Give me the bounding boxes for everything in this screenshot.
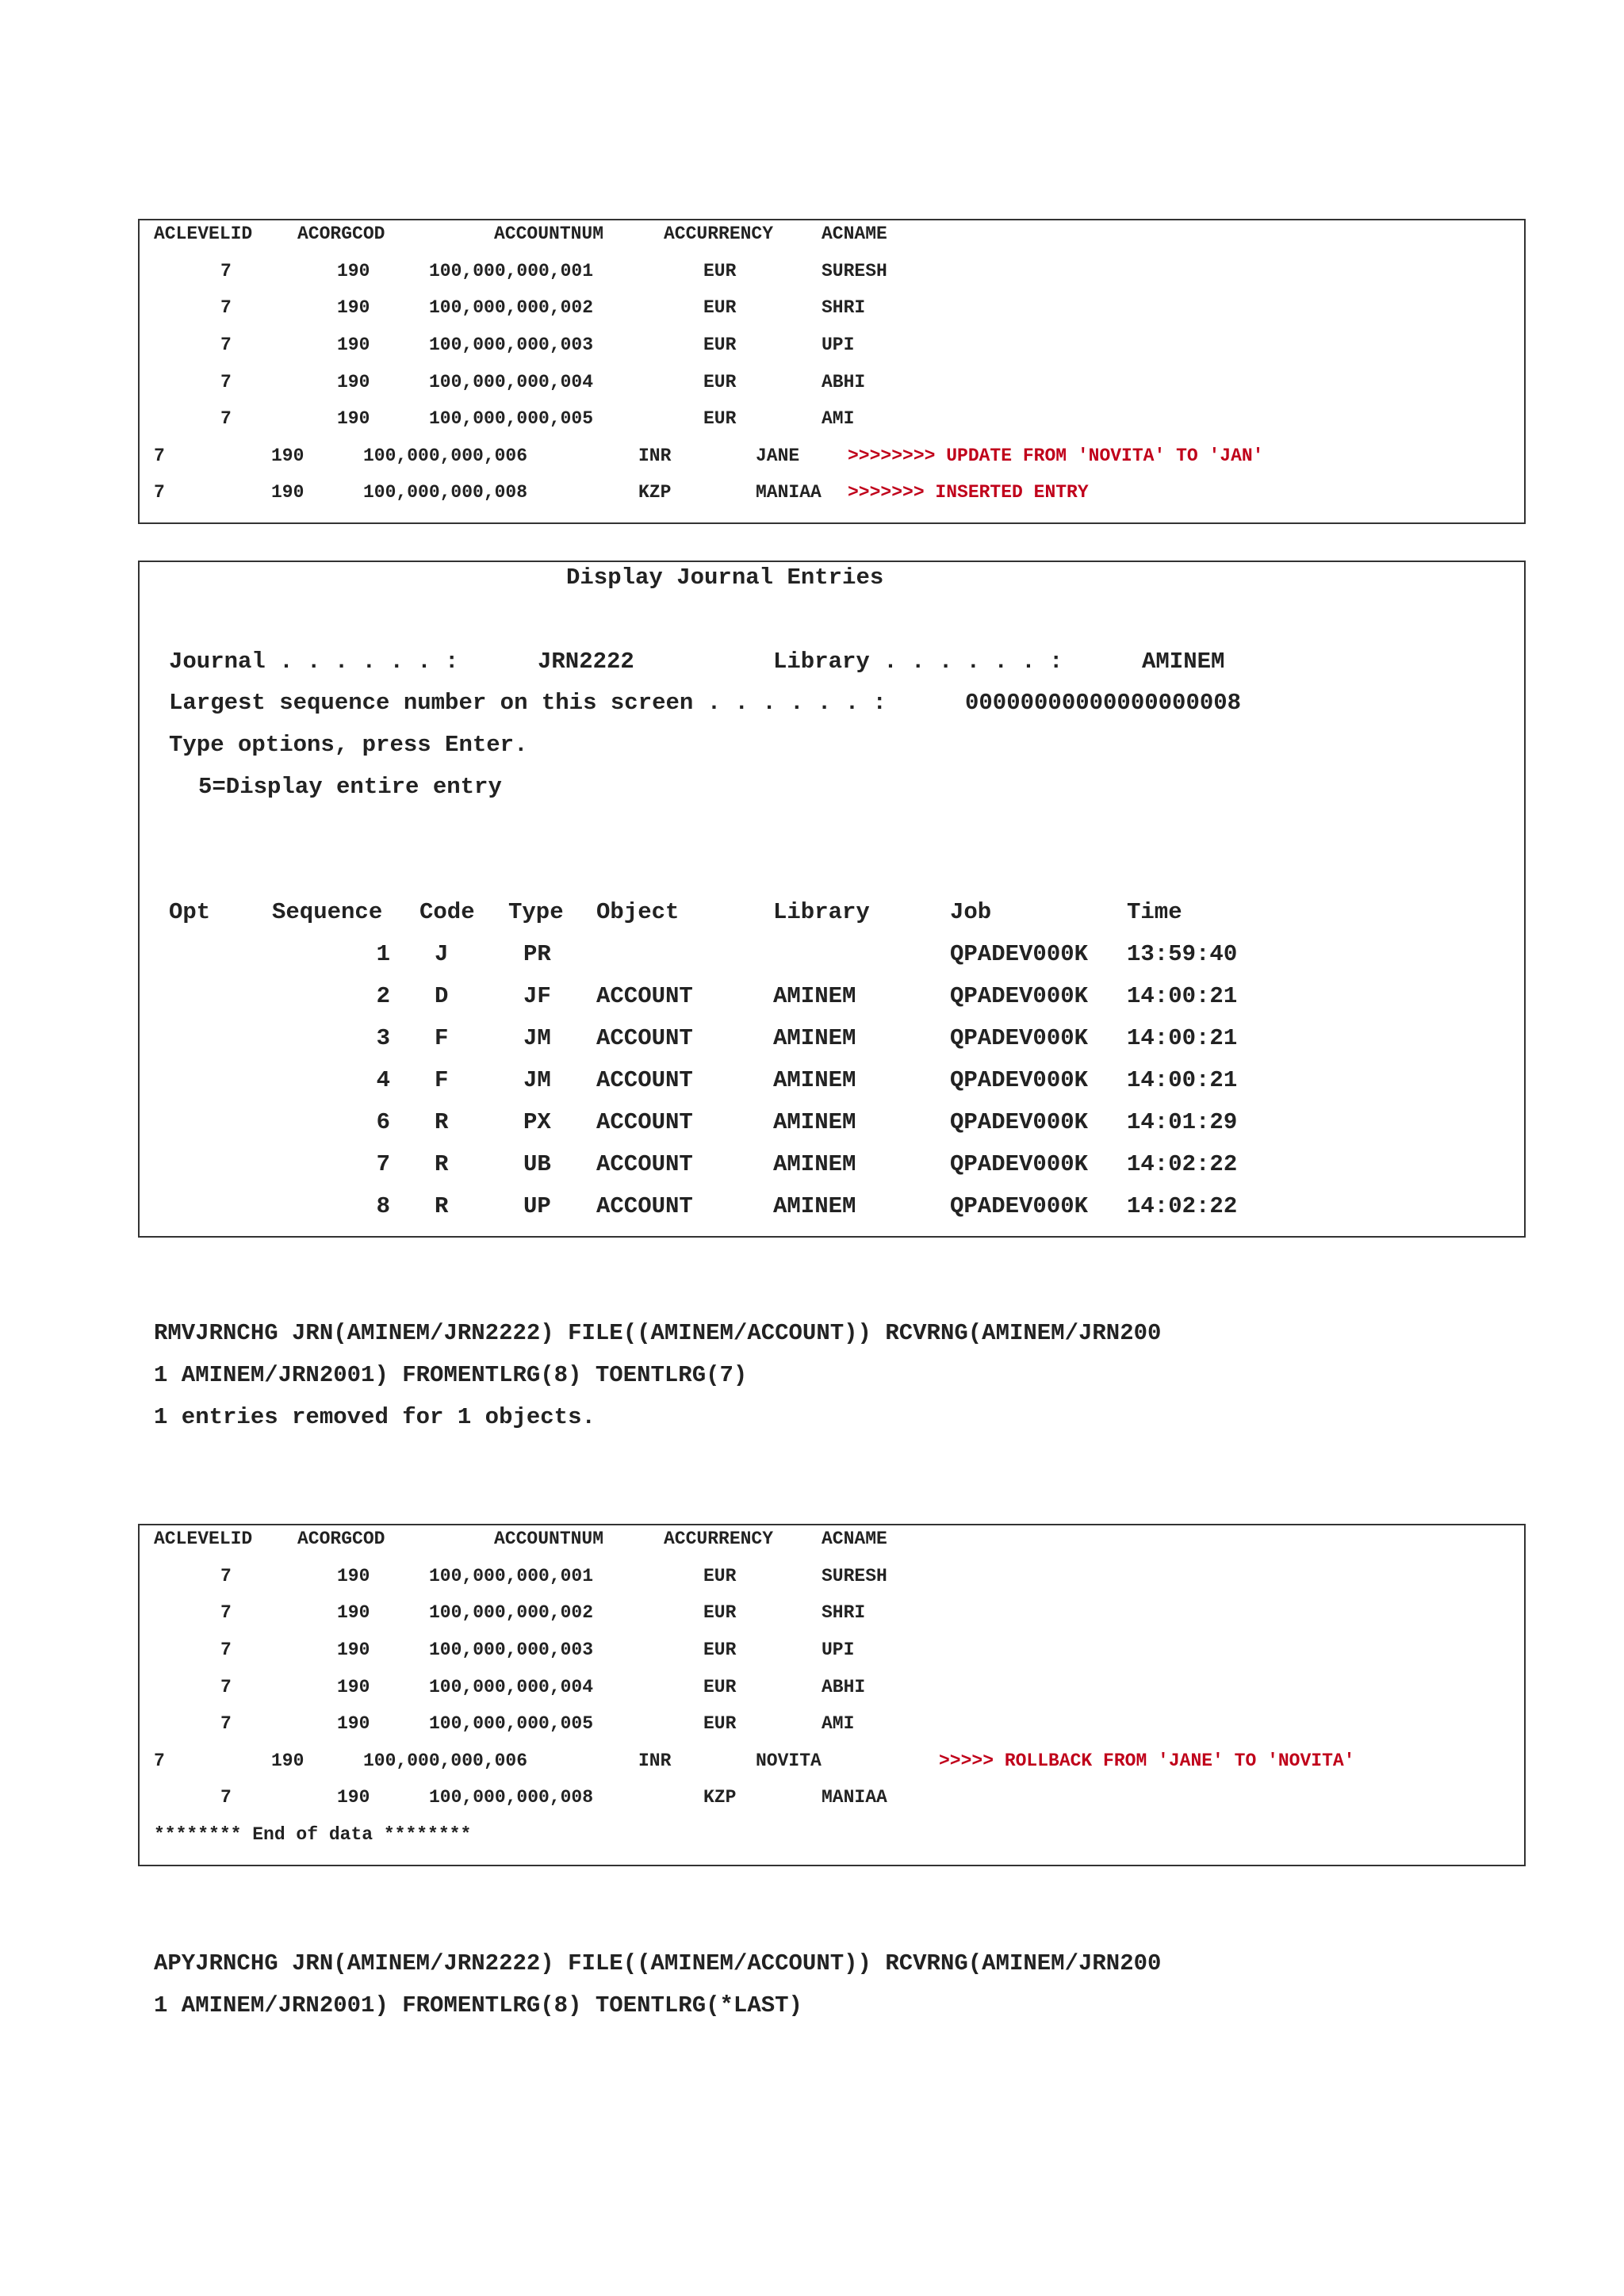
entry-time: 14:02:22 [1127, 1151, 1238, 1177]
cell-level: 7 [220, 1713, 232, 1734]
entry-sequence: 1 [376, 941, 390, 967]
library-label: Library . . . . . . : [773, 649, 1063, 675]
entry-object: ACCOUNT [596, 1025, 693, 1051]
opt-field[interactable] [169, 1027, 201, 1050]
journal-value: JRN2222 [538, 649, 634, 675]
entry-library: AMINEM [773, 1151, 856, 1177]
col-header-acorgcod: ACORGCOD [297, 1529, 385, 1549]
cell-name: AMI [822, 408, 855, 429]
cell-curr: EUR [703, 408, 737, 429]
entry-job: QPADEV000K [950, 983, 1089, 1009]
apy-command-line-1: APYJRNCHG JRN(AMINEM/JRN2222) FILE((AMINEM/ACCOUNT)) RCVRNG(AMINEM/JRN200 [154, 1950, 1162, 1976]
entry-object: ACCOUNT [596, 1109, 693, 1135]
entry-sequence: 2 [376, 983, 390, 1009]
cell-level: 7 [220, 297, 232, 318]
cell-acct: 100,000,000,006 [363, 1751, 528, 1771]
col-header-type: Type [508, 899, 564, 925]
entry-code: D [435, 983, 449, 1009]
cell-curr: EUR [703, 335, 737, 355]
cell-org: 190 [337, 297, 370, 318]
library-value: AMINEM [1142, 649, 1225, 675]
entry-sequence: 3 [376, 1025, 390, 1051]
entry-code: J [435, 941, 449, 967]
cell-org: 190 [271, 1751, 304, 1771]
opt-field[interactable] [169, 985, 201, 1008]
cell-acct: 100,000,000,003 [429, 335, 594, 355]
cell-org: 190 [337, 261, 370, 281]
opt-field[interactable] [169, 1069, 201, 1093]
cell-level: 7 [220, 1602, 232, 1623]
entry-library: AMINEM [773, 1109, 856, 1135]
entry-library: AMINEM [773, 1193, 856, 1219]
cell-org: 190 [337, 1713, 370, 1734]
annotation-rollback: >>>>> ROLLBACK FROM 'JANE' TO 'NOVITA' [939, 1751, 1355, 1771]
entry-sequence: 8 [376, 1193, 390, 1219]
cell-curr: EUR [703, 1677, 737, 1697]
cell-acct: 100,000,000,003 [429, 1640, 594, 1660]
opt-field[interactable] [169, 1195, 201, 1219]
cell-level: 7 [220, 1640, 232, 1660]
entry-time: 13:59:40 [1127, 941, 1238, 967]
entry-code: F [435, 1025, 449, 1051]
cell-acct: 100,000,000,004 [429, 372, 594, 392]
entry-time: 14:01:29 [1127, 1109, 1238, 1135]
entry-job: QPADEV000K [950, 1151, 1089, 1177]
apy-command-line-2: 1 AMINEM/JRN2001) FROMENTLRG(8) TOENTLRG(*LAST) [154, 1992, 802, 2019]
opt-field[interactable] [169, 1111, 201, 1135]
cell-acct: 100,000,000,008 [429, 1787, 594, 1808]
entry-job: QPADEV000K [950, 1109, 1089, 1135]
col-header-accurrency: ACCURRENCY [664, 1529, 774, 1549]
cell-level: 7 [220, 335, 232, 355]
rmv-command-line-2: 1 AMINEM/JRN2001) FROMENTLRG(8) TOENTLRG(7) [154, 1362, 748, 1388]
journal-label: Journal . . . . . . : [169, 649, 459, 675]
annotation-inserted: >>>>>>> INSERTED ENTRY [848, 482, 1089, 503]
cell-acct: 100,000,000,001 [429, 261, 594, 281]
entry-code: R [435, 1109, 449, 1135]
option-5-text: 5=Display entire entry [198, 774, 502, 800]
cell-level: 7 [220, 1787, 232, 1808]
entry-object: ACCOUNT [596, 1067, 693, 1093]
cell-curr: KZP [638, 482, 672, 503]
cell-curr: INR [638, 1751, 672, 1771]
entry-sequence: 7 [376, 1151, 390, 1177]
rmv-result-message: 1 entries removed for 1 objects. [154, 1404, 596, 1430]
cell-name: MANIAA [822, 1787, 887, 1808]
cell-level: 7 [220, 408, 232, 429]
entry-time: 14:00:21 [1127, 1025, 1238, 1051]
col-header-time: Time [1127, 899, 1182, 925]
col-header-aclevelid: ACLEVELID [154, 1529, 253, 1549]
cell-name: SHRI [822, 297, 866, 318]
col-header-acname: ACNAME [822, 1529, 887, 1549]
col-header-sequence: Sequence [272, 899, 383, 925]
col-header-library: Library [773, 899, 870, 925]
col-header-accountnum: ACCOUNTNUM [494, 224, 604, 244]
cell-curr: EUR [703, 1640, 737, 1660]
cell-level: 7 [154, 446, 165, 466]
entry-time: 14:00:21 [1127, 1067, 1238, 1093]
cell-level: 7 [154, 482, 165, 503]
entry-code: F [435, 1067, 449, 1093]
cell-name: SURESH [822, 261, 887, 281]
entry-job: QPADEV000K [950, 1193, 1089, 1219]
cell-level: 7 [220, 1566, 232, 1586]
entry-type: PR [523, 941, 551, 967]
annotation-update: >>>>>>>> UPDATE FROM 'NOVITA' TO 'JAN' [848, 446, 1264, 466]
cell-curr: KZP [703, 1787, 737, 1808]
entry-time: 14:00:21 [1127, 983, 1238, 1009]
cell-acct: 100,000,000,001 [429, 1566, 594, 1586]
cell-org: 190 [337, 408, 370, 429]
cell-curr: EUR [703, 1713, 737, 1734]
cell-name: JANE [756, 446, 800, 466]
entry-library: AMINEM [773, 983, 856, 1009]
cell-acct: 100,000,000,004 [429, 1677, 594, 1697]
col-header-acorgcod: ACORGCOD [297, 224, 385, 244]
entry-type: UP [523, 1193, 551, 1219]
cell-org: 190 [337, 1640, 370, 1660]
cell-curr: EUR [703, 1602, 737, 1623]
cell-acct: 100,000,000,006 [363, 446, 528, 466]
cell-acct: 100,000,000,002 [429, 297, 594, 318]
col-header-code: Code [419, 899, 475, 925]
entry-sequence: 6 [376, 1109, 390, 1135]
col-header-accurrency: ACCURRENCY [664, 224, 774, 244]
entry-library: AMINEM [773, 1067, 856, 1093]
entry-sequence: 4 [376, 1067, 390, 1093]
cell-acct: 100,000,000,002 [429, 1602, 594, 1623]
largest-sequence-value: 00000000000000000008 [965, 690, 1242, 716]
cell-acct: 100,000,000,008 [363, 482, 528, 503]
entry-type: JF [523, 983, 551, 1009]
cell-level: 7 [220, 372, 232, 392]
cell-level: 7 [220, 261, 232, 281]
cell-name: UPI [822, 1640, 855, 1660]
cell-name: AMI [822, 1713, 855, 1734]
entry-job: QPADEV000K [950, 941, 1089, 967]
cell-org: 190 [271, 446, 304, 466]
rmv-command-line-1: RMVJRNCHG JRN(AMINEM/JRN2222) FILE((AMINEM/ACCOUNT)) RCVRNG(AMINEM/JRN200 [154, 1320, 1162, 1346]
col-header-aclevelid: ACLEVELID [154, 224, 253, 244]
entry-job: QPADEV000K [950, 1067, 1089, 1093]
cell-acct: 100,000,000,005 [429, 408, 594, 429]
cell-org: 190 [271, 482, 304, 503]
cell-name: SURESH [822, 1566, 887, 1586]
col-header-job: Job [950, 899, 992, 925]
opt-field[interactable] [169, 1153, 201, 1177]
cell-level: 7 [220, 1677, 232, 1697]
cell-curr: EUR [703, 1566, 737, 1586]
entry-code: R [435, 1193, 449, 1219]
cell-org: 190 [337, 335, 370, 355]
end-of-data-marker: ******** End of data ******** [154, 1824, 472, 1845]
cell-org: 190 [337, 1566, 370, 1586]
entry-object: ACCOUNT [596, 983, 693, 1009]
entry-time: 14:02:22 [1127, 1193, 1238, 1219]
entry-object: ACCOUNT [596, 1151, 693, 1177]
cell-org: 190 [337, 372, 370, 392]
opt-field[interactable] [169, 943, 201, 966]
col-header-accountnum: ACCOUNTNUM [494, 1529, 604, 1549]
largest-sequence-label: Largest sequence number on this screen . . . . . . : [169, 690, 887, 716]
instructions-text: Type options, press Enter. [169, 732, 528, 758]
cell-curr: EUR [703, 261, 737, 281]
cell-name: ABHI [822, 372, 866, 392]
entry-library: AMINEM [773, 1025, 856, 1051]
cell-curr: EUR [703, 297, 737, 318]
entry-type: PX [523, 1109, 551, 1135]
entry-object: ACCOUNT [596, 1193, 693, 1219]
cell-curr: INR [638, 446, 672, 466]
cell-name: SHRI [822, 1602, 866, 1623]
col-header-acname: ACNAME [822, 224, 887, 244]
col-header-object: Object [596, 899, 680, 925]
cell-name: NOVITA [756, 1751, 822, 1771]
entry-type: JM [523, 1067, 551, 1093]
screen-title: Display Journal Entries [566, 564, 884, 591]
cell-org: 190 [337, 1677, 370, 1697]
cell-name: ABHI [822, 1677, 866, 1697]
entry-code: R [435, 1151, 449, 1177]
cell-org: 190 [337, 1787, 370, 1808]
cell-org: 190 [337, 1602, 370, 1623]
entry-type: UB [523, 1151, 551, 1177]
entry-type: JM [523, 1025, 551, 1051]
cell-curr: EUR [703, 372, 737, 392]
cell-level: 7 [154, 1751, 165, 1771]
cell-name: UPI [822, 335, 855, 355]
entry-job: QPADEV000K [950, 1025, 1089, 1051]
col-header-opt: Opt [169, 899, 211, 925]
cell-name: MANIAA [756, 482, 822, 503]
cell-acct: 100,000,000,005 [429, 1713, 594, 1734]
